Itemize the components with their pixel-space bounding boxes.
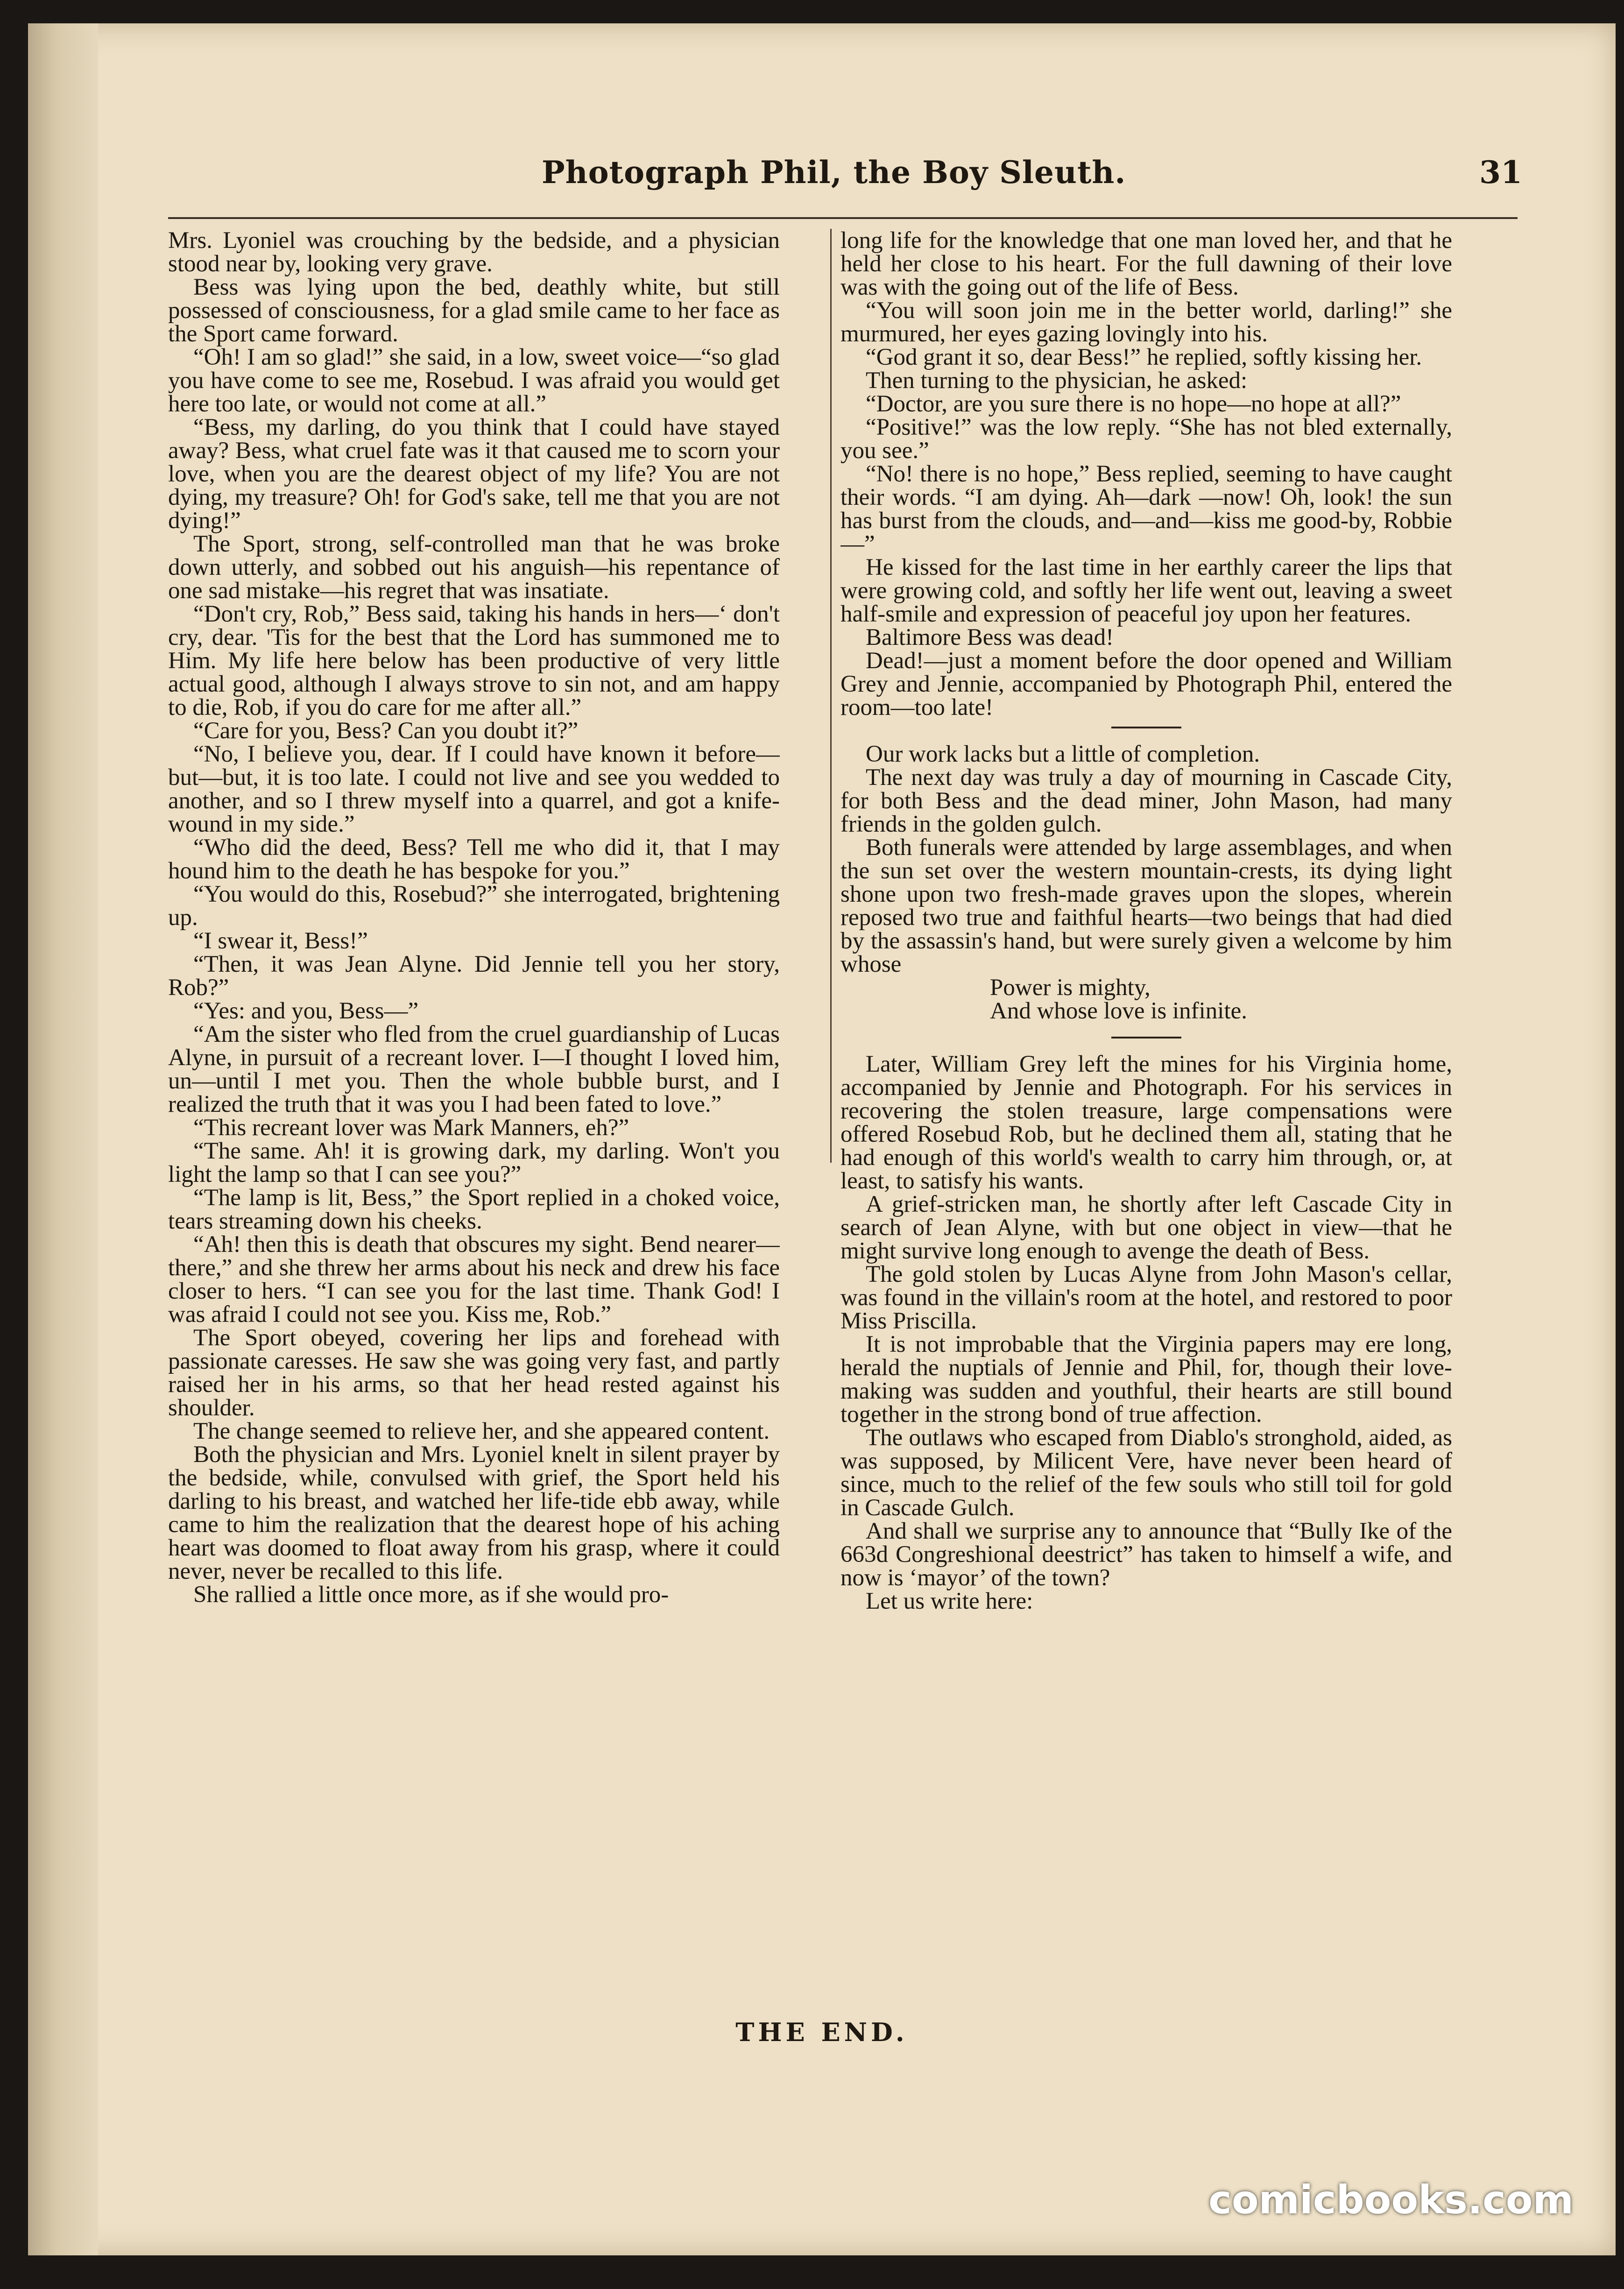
paragraph: The next day was truly a day of mourning in Cascade City, for both Bess and the dead miner, John Mason, had many friends in the golden gulch. [840,764,1452,837]
the-end-text: THE END. [735,2017,908,2047]
paragraph: Both funerals were attended by large assemblages, and when the sun set over the western mountain-crests, its dying light shone upon two fresh-made graves upon the slopes, wherein reposed two true and faithful hearts—two beings that had died by the assassin's hand, but were surely given a welcome by him whose [840,834,1452,977]
running-title: Photograph Phil, the Boy Sleuth. [542,154,1126,191]
paragraph: “Am the sister who fled from the cruel guardianship of Lucas Alyne, in pursuit of a recreant lover. I—I thought I loved him, un—until I met you. Then the whole bubble burst, and I realized the truth that it was you I had been fated to love.” [168,1021,780,1117]
paragraph: “The same. Ah! it is growing dark, my darling. Won't you light the lamp so that I can see you?” [168,1138,780,1187]
paragraph: long life for the knowledge that one man loved her, and that he held her close to his heart. For the full dawning of their love was with the going out of the life of Bess. [840,229,1452,300]
paragraph: “No! there is no hope,” Bess replied, seeming to have caught their words. “I am dying. Ah—dark —now! Oh, look! the sun has burst from the clouds, and—and—kiss me good-by, Robbie—” [840,461,1452,557]
paragraph: Bess was lying upon the bed, deathly white, but still possessed of consciousness, for a glad smile came to her face as the Sport came forward. [168,274,780,347]
paragraph: “Doctor, are you sure there is no hope—no hope at all?” [866,391,1401,417]
paragraph: It is not improbable that the Virginia papers may ere long, herald the nuptials of Jennie and Phil, for, though their love-making was sudden and youthful, their hearts are still bound together in the strong bond of true affection. [840,1331,1452,1427]
paragraph: “The lamp is lit, Bess,” the Sport replied in a choked voice, tears streaming down his cheeks. [168,1185,780,1234]
paragraph: “Care for you, Bess? Can you doubt it?” [193,718,579,744]
right-column [840,229,1452,1966]
paragraph: Then turning to the physician, he asked: [866,367,1248,394]
paragraph: “Positive!” was the low reply. “She has not bled externally, you see.” [840,414,1452,464]
paragraph: “You would do this, Rosebud?” she interrogated, brightening up. [168,881,780,931]
paragraph: “I swear it, Bess!” [193,928,368,954]
paragraph: And shall we surprise any to announce that “Bully Ike of the 663d Congreshional deestrict” has taken to himself a wife, and now is ‘mayor’ of the town? [840,1518,1452,1591]
paragraph: The change seemed to relieve her, and she appeared content. [193,1418,770,1444]
paragraph: “Don't cry, Rob,” Bess said, taking his hands in hers—‘ don't cry, dear. 'Tis for the best that the Lord has summoned me to Him. My life here below has been productive of very little actual good, although I always strove to sin not, and am happy to die, Rob, if you do care for me after all.” [168,601,780,721]
poem-quote [990,976,1452,1023]
paragraph: “Ah! then this is death that obscures my sight. Bend nearer—there,” and she threw her arms about his neck and drew his face closer to hers. “I can see you for the last time. Thank God! I was afraid I could not see you. Kiss me, Rob.” [168,1231,780,1328]
paragraph: The gold stolen by Lucas Alyne from John Mason's cellar, was found in the villain's room at the hotel, and restored to poor Miss Priscilla. [840,1261,1452,1334]
paragraph: He kissed for the last time in her earthly career the lips that were growing cold, and softly her life went out, leaving a sweet half-smile and expression of peaceful joy upon her features. [840,554,1452,627]
paragraph: Later, William Grey left the mines for his Virginia home, accompanied by Jennie and Photograph. For his services in recovering the stolen treasure, large compensations were offered Rosebud Rob, but he declined them all, stating that he had enough of this world's wealth to carry him through, or, at least, to satisfy his wants. [840,1051,1452,1194]
paragraph: The Sport, strong, self-controlled man that he was broke down utterly, and sobbed out his anguish—his repentance of one sad mistake—his regret that was insatiate. [168,531,780,604]
poem-line: And whose love is infinite. [990,998,1248,1024]
paragraph: Baltimore Bess was dead! [866,624,1114,650]
header-rule [168,217,1518,219]
column-divider [830,229,832,1163]
section-rule [1111,1037,1181,1039]
paragraph: Let us write here: [866,1588,1033,1614]
poem-line: Power is mighty, [990,975,1151,1001]
paragraph: She rallied a little once more, as if she would pro- [193,1582,669,1608]
paragraph: “God grant it so, dear Bess!” he replied, softly kissing her. [866,344,1422,370]
paragraph: “Bess, my darling, do you think that I could have stayed away? Bess, what cruel fate was it that caused me to scorn your love, when you are the dearest object of my life? You are not dying, my treasure? Oh! for God's sake, tell me that you are not dying!” [168,414,780,534]
paragraph: Our work lacks but a little of completion. [866,741,1260,767]
paragraph: “Then, it was Jean Alyne. Did Jennie tell you her story, Rob?” [168,951,780,1001]
paragraph: The outlaws who escaped from Diablo's stronghold, aided, as was supposed, by Milicent Vere, have never been heard of since, much to the relief of the few souls who still toil for gold in Cascade Gulch. [840,1425,1452,1521]
paragraph: The Sport obeyed, covering her lips and forehead with passionate caresses. He saw she was going very fast, and partly raised her in his arms, so that her head rested against his shoulder. [168,1325,780,1421]
section-rule [1111,727,1181,728]
paragraph: Mrs. Lyoniel was crouching by the bedside, and a physician stood near by, looking very grave. [168,229,780,277]
paragraph: “Who did the deed, Bess? Tell me who did it, that I may hound him to the death he has bespoke for you.” [168,834,780,884]
paragraph: Dead!—just a moment before the door opened and William Grey and Jennie, accompanied by Photograph Phil, entered the room—too late! [840,648,1452,721]
page-binding-edge [28,23,98,2255]
page-header [168,140,1522,210]
paragraph: “This recreant lover was Mark Manners, eh?” [193,1115,629,1141]
paragraph: “Oh! I am so glad!” she said, in a low, sweet voice—“so glad you have come to see me, Rosebud. I was afraid you would get here too late, or would not come at all.” [168,344,780,417]
paragraph: “Yes: and you, Bess—” [193,998,419,1024]
left-column [168,229,780,1966]
paragraph: “You will soon join me in the better world, darling!” she murmured, her eyes gazing lovingly into his. [840,297,1452,347]
paragraph: A grief-stricken man, he shortly after left Cascade City in search of Jean Alyne, with but one object in view—that he might survive long enough to avenge the death of Bess. [840,1191,1452,1264]
book-page [28,23,1616,2255]
page-number: 31 [1479,154,1522,191]
watermark-logo: comicbooks.com [1208,2177,1574,2223]
paragraph: “No, I believe you, dear. If I could have known it before—but—but, it is too late. I could not live and see you wedded to another, and so I threw myself into a quarrel, and got a knife-wound in my side.” [168,741,780,837]
paragraph: Both the physician and Mrs. Lyoniel knelt in silent prayer by the bedside, while, convulsed with grief, the Sport held his darling to his breast, and watched her life-tide ebb away, while came to him the realization that the dearest hope of his aching heart was doomed to float away from his grasp, where it could never, never be recalled to this life. [168,1441,780,1584]
